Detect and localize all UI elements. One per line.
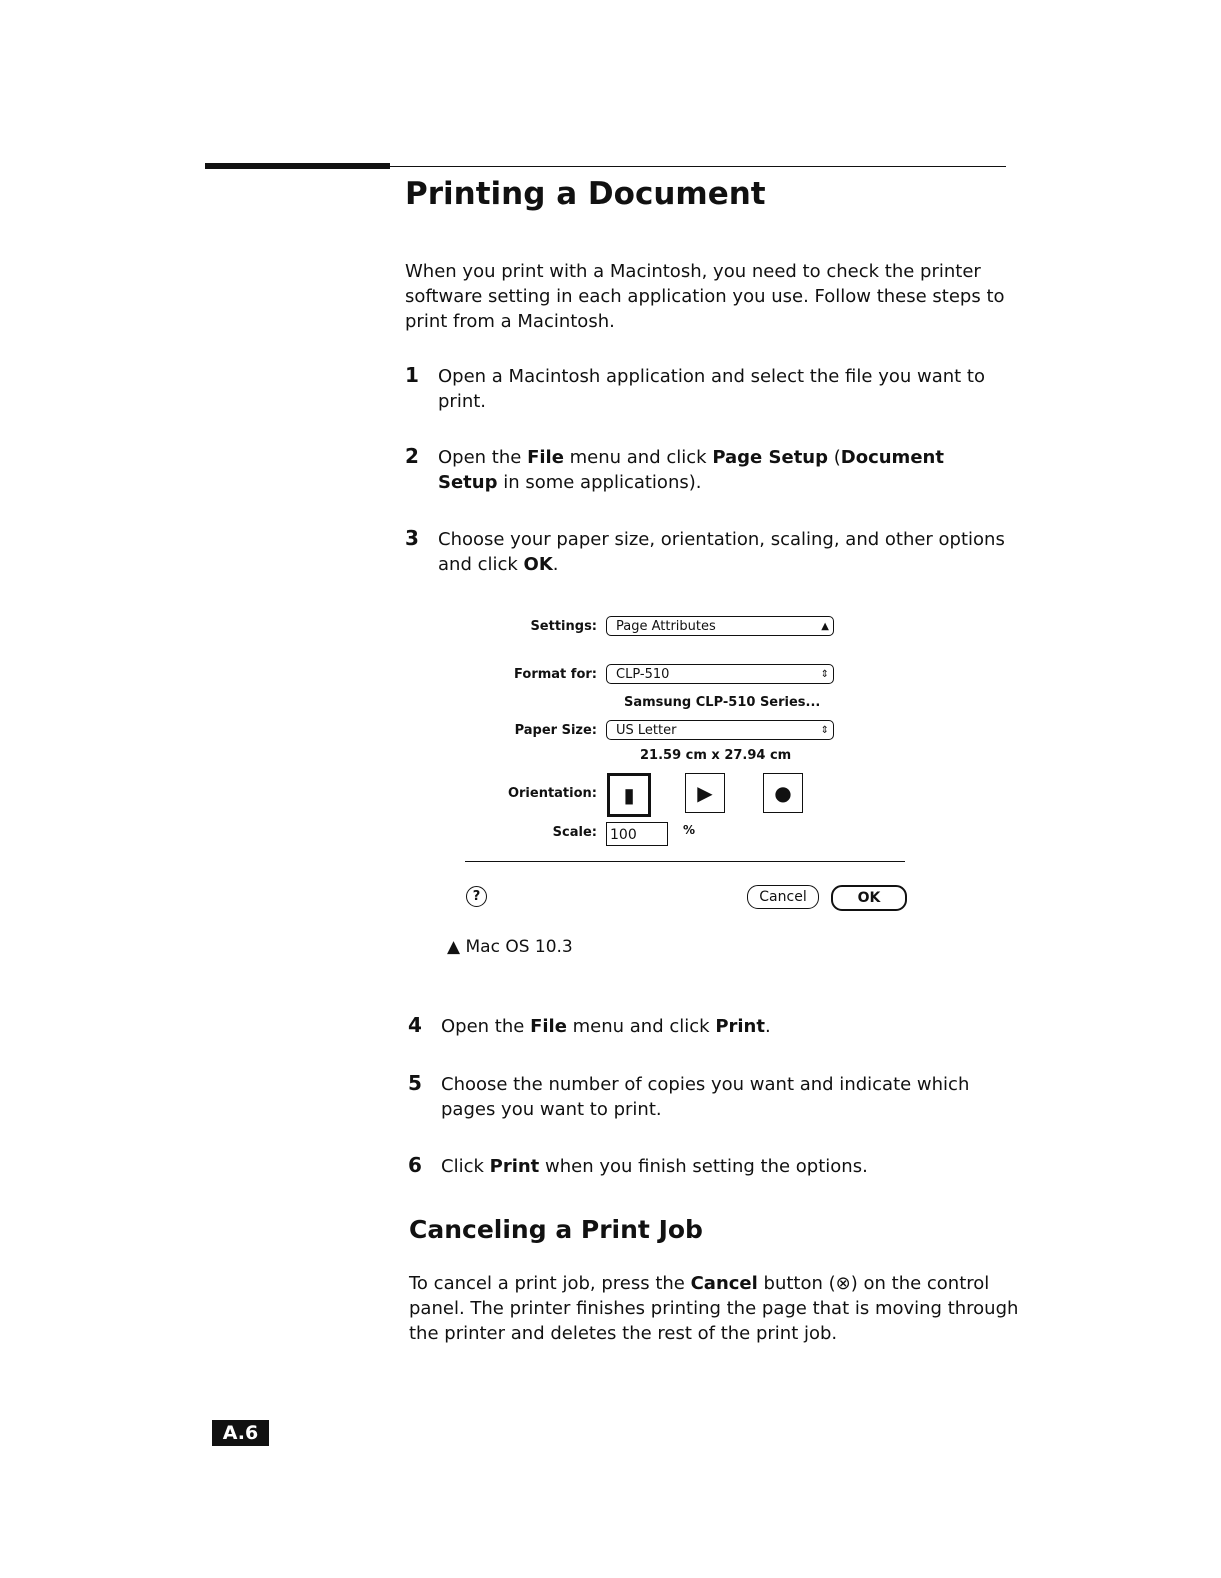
paper-size-label: Paper Size: [514,723,597,738]
step-text-part: when you finish setting the options. [539,1156,868,1177]
step-text-part: Open a Macintosh application and select the file you want to print. [438,366,985,412]
settings-popup[interactable] [606,616,834,636]
step-number: 4 [408,1013,422,1037]
step-text [441,1072,1011,1122]
text-part: ) on the control panel. The printer finishes printing the page that is moving through the printer and deletes the rest of the print job. [409,1273,1019,1344]
header-rule-thick [205,163,390,169]
paper-size-value: US Letter [616,723,677,738]
landscape-icon: ▶ [697,781,713,805]
header-rule-thin [390,166,1006,167]
step-text-bold: OK [523,554,553,575]
settings-value: Page Attributes [616,619,716,634]
portrait-icon: ▮ [623,783,635,807]
figure-caption: ▲ Mac OS 10.3 [447,937,573,957]
step-text-part: Choose the number of copies you want and indicate which pages you want to print. [441,1074,970,1120]
step-text [441,1014,1011,1039]
step-text [438,445,1008,495]
step-text-bold: File [530,1016,567,1037]
step-text [441,1154,1011,1179]
orientation-portrait-button[interactable] [607,773,651,817]
step-text [438,364,1008,414]
scale-unit: % [683,823,696,837]
step-text-part: . [552,554,559,575]
step-text-part: menu and click [566,1016,716,1037]
step-text-part: menu and click [563,447,713,468]
step-number: 2 [405,444,419,468]
step-text-part: Choose your paper size, orientation, scaling, and other options and click [438,529,1005,575]
orientation-reverse-landscape-button[interactable] [763,773,803,813]
orientation-label: Orientation: [507,786,597,801]
format-for-value: CLP-510 [616,667,670,682]
page-number-badge: A.6 [212,1420,269,1446]
step-text-part: Click [441,1156,490,1177]
printer-description: Samsung CLP-510 Series... [624,695,821,710]
step-text-bold: Document Setup [438,447,944,493]
cancel-button-icon: ⊗ [835,1273,851,1294]
step-text-bold: Print [489,1156,540,1177]
reverse-landscape-icon: ● [774,781,792,805]
section-heading-cancel: Canceling a Print Job [409,1215,703,1244]
ok-button[interactable]: OK [831,885,907,911]
intro-paragraph: When you print with a Macintosh, you need to check the printer software setting in each application you use. Follow these steps to print from a Macintosh. [405,261,1005,332]
step-number: 5 [408,1071,422,1095]
step-text-bold: Page Setup [712,447,829,468]
scale-input[interactable]: 100 [606,822,668,846]
scale-label: Scale: [552,825,597,840]
text-bold: Cancel [690,1273,758,1294]
step-text-part: Open the [438,447,528,468]
step-text [438,527,1008,577]
step-text-part: Open the [441,1016,531,1037]
settings-label: Settings: [530,619,597,634]
paper-dimensions: 21.59 cm x 27.94 cm [640,748,792,763]
step-text-part: ( [828,447,841,468]
cancel-paragraph [409,1271,1019,1346]
format-for-popup[interactable] [606,664,834,684]
updown-arrows-icon: ⇕ [820,669,829,680]
step-number: 6 [408,1153,422,1177]
step-number: 3 [405,526,419,550]
format-for-label: Format for: [514,667,597,682]
dialog-divider [465,861,905,862]
text-part: button ( [757,1273,836,1294]
updown-arrows-icon: ⇕ [820,725,829,736]
step-text-part: in some applications). [497,472,702,493]
orientation-landscape-button[interactable] [685,773,725,813]
text-part: To cancel a print job, press the [409,1273,691,1294]
step-text-bold: File [527,447,564,468]
cancel-button[interactable]: Cancel [747,885,819,909]
step-text-bold: Print [715,1016,765,1037]
step-number: 1 [405,363,419,387]
step-text-part: . [764,1016,771,1037]
updown-arrows-icon: ▲ [821,621,829,632]
help-button[interactable]: ? [466,886,487,907]
paper-size-popup[interactable] [606,720,834,740]
page-title: Printing a Document [405,176,766,212]
